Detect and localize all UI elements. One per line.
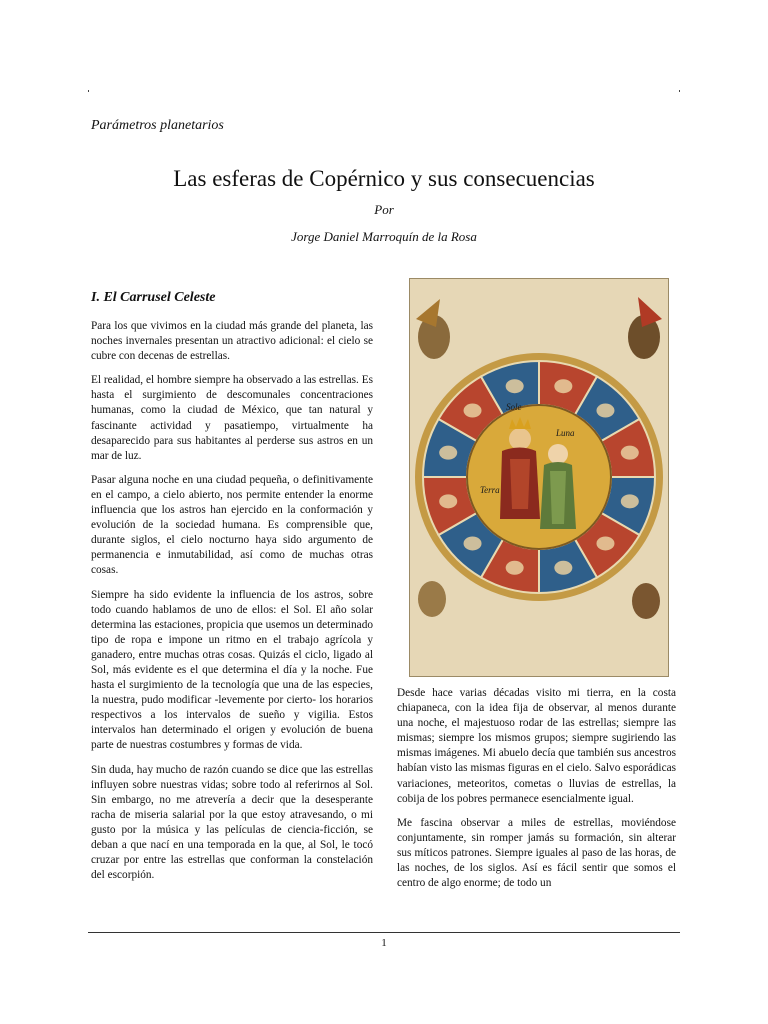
author-name: Jorge Daniel Marroquín de la Rosa xyxy=(291,229,477,244)
center-disc xyxy=(467,405,611,549)
zodiac-wheel-svg xyxy=(410,279,668,676)
left-column xyxy=(91,319,373,892)
zodiac-sign-figure xyxy=(506,561,524,575)
paragraph: Siempre ha sido evidente la influencia de los astros, sobre todo cuando hablamos de uno de ellos: el Sol. El año solar determina las estaciones, propicia que usemos un determinado tipo de ropa e impone un ritmo en el trabajo agrícola y ganadero, entre muchas otras cosas. Quizás el ciclo, ligado al Sol, más evidente es el que determina el día y la noche. Fue hasta el surgimiento de la tecnología que una de las especies, la nuestra, pudo modificar -levemente por cierto- los horarios respectivos a los intervalos de sueño y vigilia. Estos intervalos han determinado el origen y evolución de buena parte de nuestras costumbres y formas de vida. xyxy=(91,588,373,752)
section-heading: I. El Carrusel Celeste xyxy=(91,290,216,305)
paragraph: Me fascina observar a miles de estrellas, moviéndose conjuntamente, sin romper jamás su formación, sin alterar sus míticos patrones. Siempre iguales al paso de las horas, de las noches, de los siglos. Así es fácil sentir que somos el centro de algo enorme; de todo un xyxy=(397,816,676,890)
paragraph: El realidad, el hombre siempre ha observado a las estrellas. Es hasta el surgimiento de descomunales concentraciones humanas, como la ciudad de México, que tan natural y fascinante actividad y pasatiempo, virtualmente ha desaparecido para sus habitantes al perderse sus astros en un mar de luz. xyxy=(91,374,373,462)
zodiac-sign-figure xyxy=(439,446,457,460)
right-column xyxy=(397,686,676,900)
zodiac-sign-figure xyxy=(596,536,614,550)
label-sol: Sole xyxy=(506,402,522,412)
section-label: Parámetros planetarios xyxy=(91,118,224,133)
label-luna: Luna xyxy=(556,428,575,438)
paragraph: Pasar alguna noche en una ciudad pequeña, o definitivamente en el campo, a cielo abierto, nos permite entender la enorme influencia que los astros han ejercido en la conformación y evolución de la sociedad humana. Es comprensible que, durante siglos, el cielo nocturno haya sido argumento de permanencia e inmutabilidad, así como de muchas otras cosas. xyxy=(91,473,373,577)
label-terra: Terra xyxy=(480,485,500,495)
wind-figure-bottom-left xyxy=(418,581,446,617)
wind-figure-bottom-right xyxy=(632,583,660,619)
zodiac-sign-figure xyxy=(464,536,482,550)
zodiac-sign-figure xyxy=(506,379,524,393)
paragraph: Sin duda, hay mucho de razón cuando se dice que las estrellas influyen sobre nuestras vidas; sobre todo al referirnos al Sol. Sin embargo, no me atrevería a decir que la desesperante racha de miseria salarial por la que estoy atravesando, o mi gusto por la música y las películas de ciencia-ficción, se deban a que nací en una temporada en la que, al Sol, le tocó cruzar por entre las estrellas que conforman la constelación del escorpión. xyxy=(91,763,373,882)
zodiac-illustration xyxy=(409,278,669,677)
zodiac-sign-figure xyxy=(439,494,457,508)
page-number: 1 xyxy=(381,937,387,949)
crop-mark-right xyxy=(679,90,680,92)
paragraph: Desde hace varias décadas visito mi tierra, en la costa chiapaneca, con la idea fija de observar, al menos durante una noche, el majestuoso rodar de las estrellas; siempre las mismas; siempre los mismos grupos; siempre sugiriendo las mismas imágenes. Mi abuelo decía que también sus ancestros habían visto las mismas figuras en el cielo. Salvo esporádicas variaciones, meteoritos, cometas o lluvias de estrellas, la cobija de los pobres permanece esencialmente igual. xyxy=(397,687,676,805)
footer-rule xyxy=(88,932,680,933)
paragraph: Para los que vivimos en la ciudad más grande del planeta, las noches invernales presentan un atractivo adicional: el cielo se cubre con decenas de estrellas. xyxy=(91,320,373,363)
zodiac-sign-figure xyxy=(596,404,614,418)
article-title: Las esferas de Copérnico y sus consecuencias xyxy=(173,166,595,191)
zodiac-sign-figure xyxy=(621,494,639,508)
crop-mark-left xyxy=(88,90,89,92)
zodiac-sign-figure xyxy=(621,446,639,460)
zodiac-sign-figure xyxy=(554,561,572,575)
byline-por: Por xyxy=(374,202,394,217)
zodiac-sign-figure xyxy=(464,404,482,418)
zodiac-sign-figure xyxy=(554,379,572,393)
